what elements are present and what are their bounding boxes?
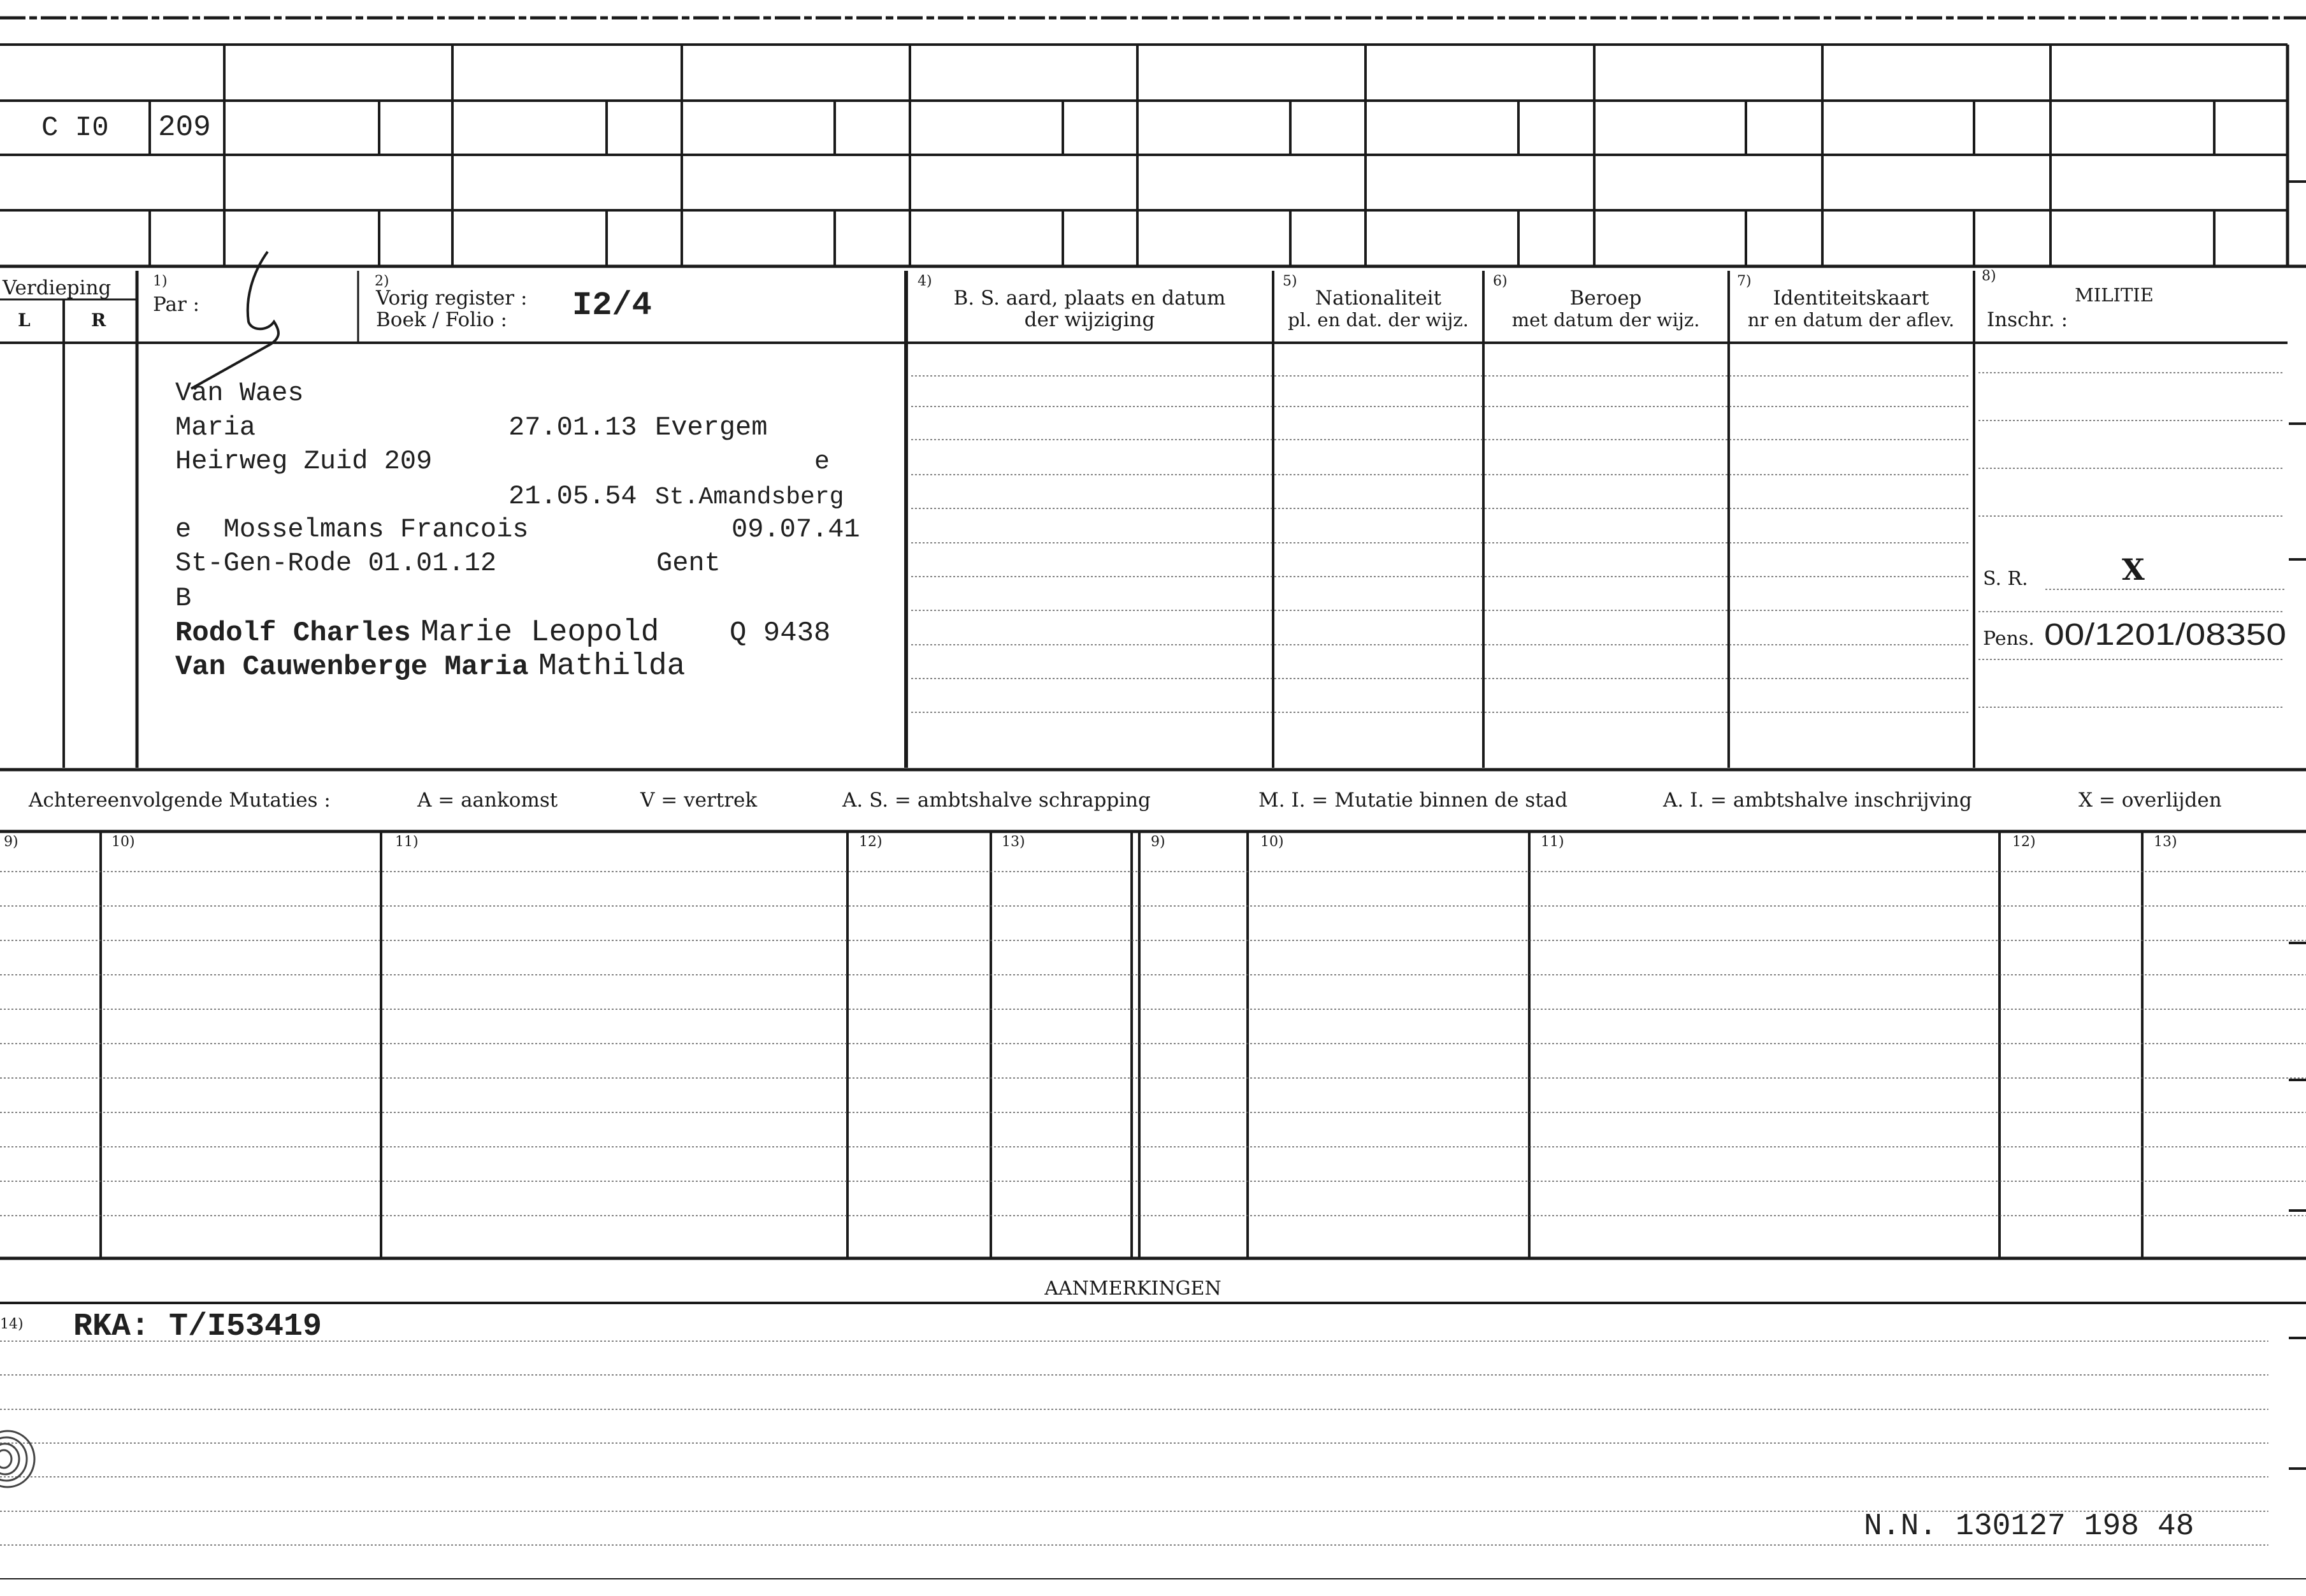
legend-title: Achtereenvolgende Mutaties : — [29, 789, 331, 812]
top-grid — [0, 45, 2306, 266]
mutation-col-11b: 11) — [1541, 834, 1564, 850]
record-spouse-birth: St-Gen-Rode 01.01.12 — [175, 548, 497, 579]
top-code: C I0 — [41, 112, 109, 144]
mutation-col-13a: 13) — [1002, 834, 1025, 850]
record-text — [175, 378, 860, 684]
field-6-number: 6) — [1493, 273, 1508, 289]
record-status: B — [175, 583, 192, 614]
field-14-number: 14) — [0, 1316, 24, 1332]
field-4-number: 4) — [918, 273, 932, 289]
record-date-2: 21.05.54 — [508, 481, 637, 512]
sr-label: S. R. — [1983, 568, 2028, 590]
top-number: 209 — [158, 111, 211, 144]
record-e-mark: e — [814, 448, 830, 477]
mutation-col-10a: 10) — [112, 834, 135, 850]
vorig-register-label: Vorig register : — [376, 287, 528, 310]
nn-number: N.N. 130127 198 48 — [1864, 1509, 2194, 1544]
field-7-number: 7) — [1737, 273, 1752, 289]
identiteitskaart-label: Identiteitskaart — [1773, 287, 1929, 310]
record-birth-date: 27.01.13 — [508, 412, 637, 443]
field-2-number: 2) — [375, 273, 389, 289]
entry-rule-lines — [911, 373, 2284, 712]
mutation-col-9b: 9) — [1151, 834, 1165, 850]
legend-mutatie: M. I. = Mutatie binnen de stad — [1258, 789, 1568, 812]
record-given-name: Maria — [175, 412, 256, 443]
record-spouse: e Mosselmans Francois — [175, 514, 529, 545]
mutation-col-11a: 11) — [395, 834, 419, 850]
record-spouse-place: Gent — [656, 548, 721, 579]
record-mother-b: Mathilda — [538, 649, 686, 684]
legend-schrapping: A. S. = ambtshalve schrapping — [842, 789, 1151, 812]
pens-value: 00/1201/08350 — [2044, 618, 2286, 652]
record-address: Heirweg Zuid 209 — [175, 446, 433, 477]
record-name: Van Waes — [175, 378, 304, 408]
handwritten-mark-icon — [191, 252, 278, 389]
mutation-col-9a: 9) — [4, 834, 18, 850]
boek-folio-label: Boek / Folio : — [376, 308, 507, 331]
mutation-col-12a: 12) — [859, 834, 883, 850]
bs-label-line2: der wijziging — [1024, 308, 1155, 331]
aanmerkingen-title: AANMERKINGEN — [1044, 1277, 1221, 1300]
pens-label: Pens. — [1983, 628, 2035, 650]
verdieping-label: Verdieping — [3, 277, 112, 299]
vorig-register-value: I2/4 — [572, 287, 652, 324]
legend-aankomst: A = aankomst — [417, 789, 558, 812]
fingerprint-smudge — [0, 1431, 34, 1487]
legend-overlijden: X = overlijden — [2079, 789, 2222, 812]
beroep-label: Beroep — [1569, 287, 1642, 310]
legend-vertrek: V = vertrek — [640, 789, 758, 812]
field-1-number: 1) — [153, 273, 168, 289]
record-birth-place: Evergem — [655, 412, 768, 443]
rka-reference: RKA: T/I53419 — [73, 1309, 322, 1345]
field-8-number: 8) — [1982, 268, 1996, 284]
record-father-a: Rodolf Charles — [175, 617, 411, 649]
bs-label-line1: B. S. aard, plaats en datum — [953, 287, 1226, 310]
beroep-sublabel: met datum der wijz. — [1511, 309, 1700, 331]
identiteitskaart-sublabel: nr en datum der aflev. — [1747, 309, 1955, 331]
nationaliteit-label: Nationaliteit — [1315, 287, 1442, 310]
mutation-col-10b: 10) — [1260, 834, 1284, 850]
record-place-2: St.Amandsberg — [655, 484, 844, 511]
field-5-number: 5) — [1283, 273, 1297, 289]
record-father-code: Q 9438 — [730, 617, 831, 649]
mutation-col-12b: 12) — [2012, 834, 2036, 850]
legend-inschrijving: A. I. = ambtshalve inschrijving — [1663, 789, 1972, 812]
sr-value: X — [2122, 552, 2145, 587]
nationaliteit-sublabel: pl. en dat. der wijz. — [1288, 309, 1469, 331]
right-edge-ticks — [2289, 182, 2306, 1469]
col-r-label: R — [91, 310, 106, 331]
inschr-label: Inschr. : — [1987, 308, 2068, 331]
mutation-legend — [28, 789, 2222, 812]
record-spouse-date: 09.07.41 — [731, 514, 860, 545]
mutations-table — [0, 831, 2306, 1258]
col-l-label: L — [18, 310, 31, 331]
par-label: Par : — [153, 293, 200, 316]
mutation-col-13b: 13) — [2154, 834, 2177, 850]
record-mother-a: Van Cauwenberge Maria — [175, 651, 529, 683]
record-father-b: Marie Leopold — [421, 615, 659, 650]
militie-label: MILITIE — [2075, 284, 2154, 306]
